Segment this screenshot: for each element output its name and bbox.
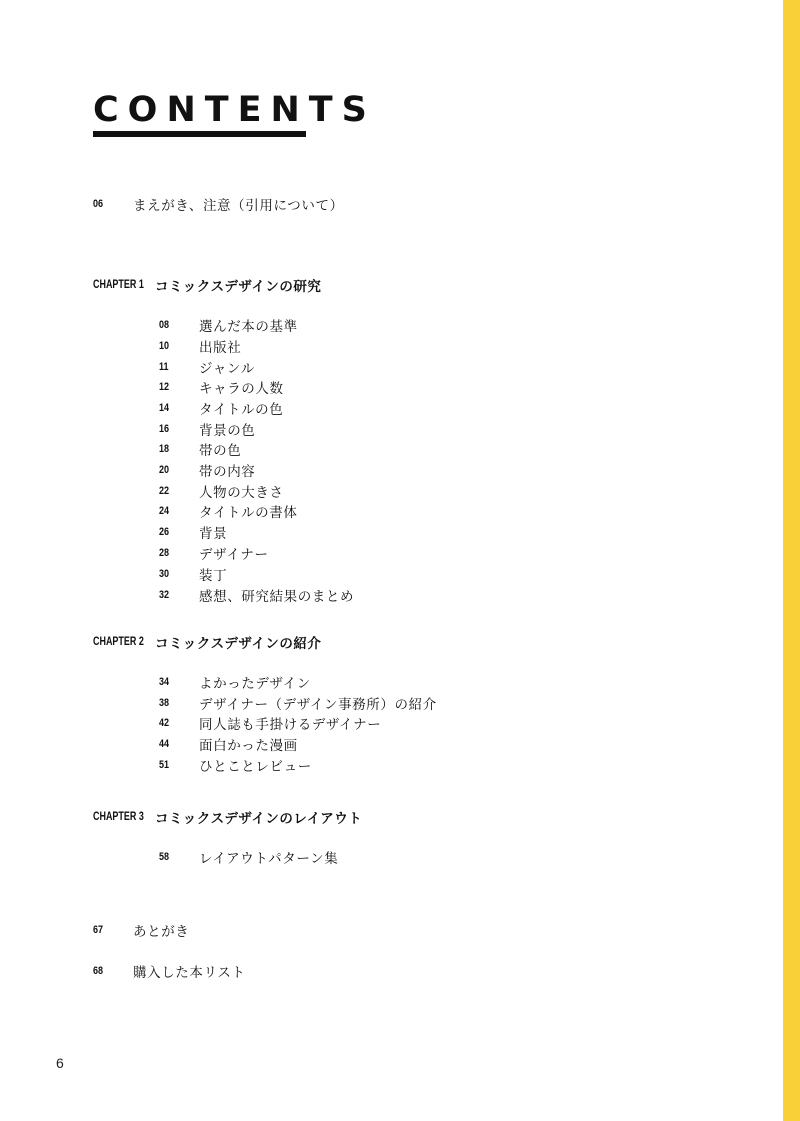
entry-title: よかったデザイン: [199, 676, 311, 692]
page-folio: 6: [56, 1055, 64, 1071]
entry-title: デザイナー: [199, 547, 269, 563]
entry-title: 購入した本リスト: [133, 965, 246, 981]
toc-entry[interactable]: [159, 755, 312, 775]
page-number: 68: [93, 965, 104, 977]
toc-entry[interactable]: [159, 419, 255, 439]
entry-title: タイトルの書体: [199, 505, 298, 521]
toc-entry[interactable]: [159, 847, 338, 867]
chapter-label: CHAPTER 3: [93, 811, 144, 823]
entry-title: 背景: [199, 526, 228, 542]
page-number: 11: [159, 361, 169, 373]
page-number: 24: [159, 505, 170, 517]
toc-entry[interactable]: [159, 543, 269, 563]
entry-title: タイトルの色: [199, 402, 284, 418]
entry-title: 選んだ本の基準: [199, 319, 298, 335]
chapter-1-heading[interactable]: [93, 275, 321, 295]
chapter-2-heading[interactable]: [93, 632, 321, 652]
toc-entry[interactable]: [159, 315, 298, 335]
entry-title: デザイナー（デザイン事務所）の紹介: [199, 697, 437, 713]
entry-title: 帯の内容: [199, 464, 256, 480]
toc-entry[interactable]: [159, 564, 227, 584]
chapter-3-heading[interactable]: [93, 807, 362, 827]
entry-title: 感想、研究結果のまとめ: [199, 589, 355, 605]
toc-entry[interactable]: [159, 501, 297, 521]
toc-entry[interactable]: [159, 693, 437, 713]
toc-entry[interactable]: [159, 460, 255, 480]
toc-entry[interactable]: [159, 713, 381, 733]
page-title: CONTENTS: [93, 90, 376, 130]
toc-entry[interactable]: [159, 522, 227, 542]
entry-title: ジャンル: [199, 361, 255, 377]
entry-title: あとがき: [133, 924, 190, 940]
entry-title: キャラの人数: [199, 381, 284, 397]
toc-entry[interactable]: [159, 672, 311, 692]
chapter-title: コミックスデザインのレイアウト: [155, 811, 363, 827]
toc-entry[interactable]: [159, 734, 298, 754]
toc-entry-book-list[interactable]: [93, 961, 246, 981]
chapter-label: CHAPTER 1: [93, 279, 144, 291]
toc-entry[interactable]: [159, 357, 255, 377]
page-number: 14: [159, 402, 170, 414]
toc-entry[interactable]: [159, 481, 284, 501]
yellow-side-stripe: [783, 0, 800, 1121]
page-number: 32: [159, 589, 170, 601]
page-number: 42: [159, 717, 170, 729]
chapter-label: CHAPTER 2: [93, 636, 144, 648]
entry-title: まえがき、注意（引用について）: [133, 198, 344, 214]
title-underline: [93, 131, 306, 137]
page-number: 08: [159, 319, 170, 331]
entry-title: 装丁: [199, 568, 228, 584]
page-number: 26: [159, 526, 170, 538]
entry-title: 出版社: [199, 340, 242, 356]
toc-entry[interactable]: [159, 398, 283, 418]
toc-entry-afterword[interactable]: [93, 920, 189, 940]
entry-title: 同人誌も手掛けるデザイナー: [199, 717, 382, 733]
page-number: 38: [159, 697, 170, 709]
page-number: 20: [159, 464, 170, 476]
page-number: 44: [159, 738, 170, 750]
entry-title: レイアウトパターン集: [199, 851, 339, 867]
page-number: 10: [159, 340, 170, 352]
toc-entry-intro[interactable]: [93, 194, 344, 214]
page-number: 34: [159, 676, 170, 688]
toc-entry[interactable]: [159, 439, 241, 459]
entry-title: ひとことレビュー: [199, 759, 312, 775]
page-number: 51: [159, 759, 170, 771]
page-number: 58: [159, 851, 170, 863]
entry-title: 背景の色: [199, 423, 256, 439]
page-number: 12: [159, 381, 170, 393]
chapter-title: コミックスデザインの研究: [155, 279, 322, 295]
toc-entry[interactable]: [159, 585, 354, 605]
page-number: 16: [159, 423, 170, 435]
entry-title: 人物の大きさ: [199, 485, 284, 501]
toc-entry[interactable]: [159, 377, 284, 397]
entry-title: 帯の色: [199, 443, 242, 459]
entry-title: 面白かった漫画: [199, 738, 298, 754]
page-number: 28: [159, 547, 170, 559]
toc-entry[interactable]: [159, 336, 241, 356]
page-number: 67: [93, 924, 104, 936]
page-number: 18: [159, 443, 170, 455]
page-number: 06: [93, 198, 104, 210]
page-number: 22: [159, 485, 170, 497]
chapter-title: コミックスデザインの紹介: [155, 636, 322, 652]
page-number: 30: [159, 568, 170, 580]
